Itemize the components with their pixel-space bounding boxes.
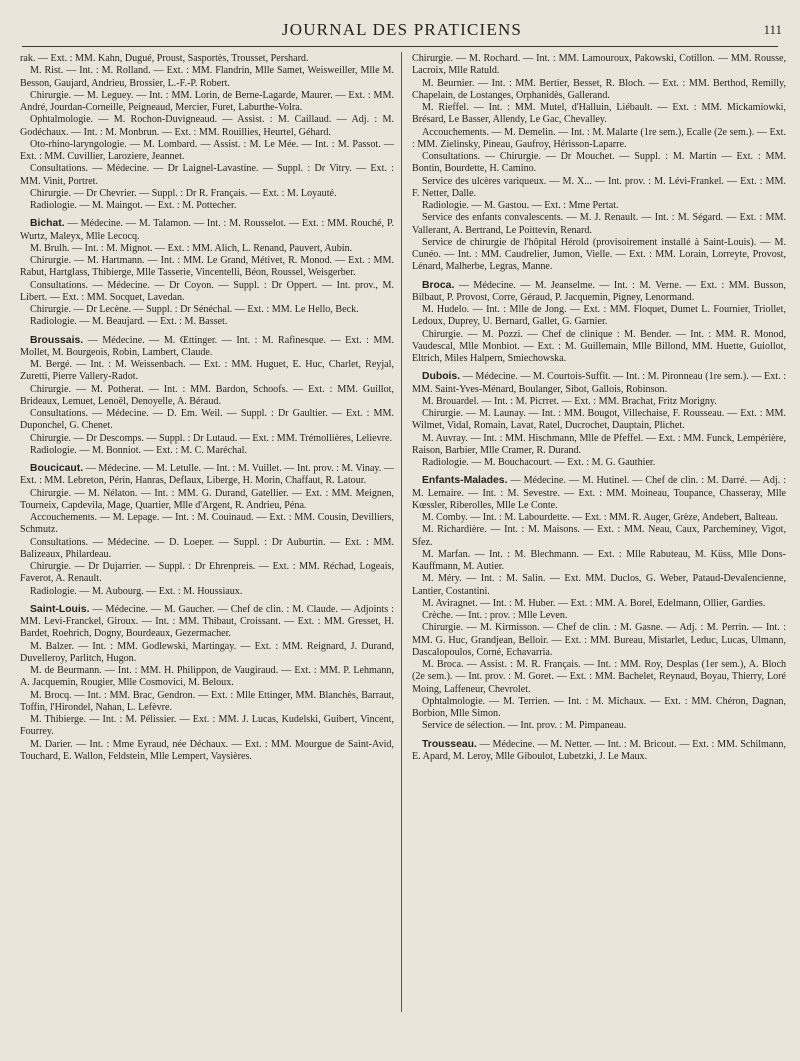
- entry-text: M. de Beurmann. — Int. : MM. H. Philippon, de Vaugiraud. — Ext. : MM. P. Lehmann, A. Jacquemin, Rougier, Mlle Cosmovici, M. Beloux.: [20, 665, 394, 689]
- staff-entry: [20, 604, 394, 641]
- entry-text: M. Rist. — Int. : M. Rolland. — Ext. : MM. Flandrin, Mlle Samet, Weisweiller, Mlle M. Besson, Gaujard, Andrieu, Brossier, L.-F.-P. Robert.: [20, 65, 394, 89]
- entry-text: — Médecine. — M. Gaucher. — Chef de clin. : M. Claude. — Adjoints : MM. Levi-Franckel, Giroux. — Int. : MM. Thibaut, Croissant. — Ext. : MM. Gresset, H. Bardet, Roehrich, Dogny, Bourdeaux, Gezermacher.: [20, 603, 394, 640]
- staff-entry: [20, 218, 394, 243]
- hospital-section: [20, 463, 394, 598]
- staff-entry: [20, 114, 394, 139]
- entry-text: — Médecine. — M. Œttinger. — Int. : M. Rafinesque. — Ext. : MM. Mollet, M. Bourgeois, Robin, Lambert, Claude.: [20, 334, 394, 358]
- entry-text: Service de sélection. — Int. prov. : M. Pimpaneau.: [422, 720, 627, 732]
- entry-text: M. Darier. — Int. : Mme Eyraud, née Déchaux. — Ext. : MM. Mourgue de Saint-Avid, Touchard, E. Wallon, Feldstein, Mlle Lempert, Vaysières.: [20, 738, 394, 762]
- entry-text: Service des ulcères variqueux. — M. X... — Int. prov. : M. Lévi-Frankel. — Ext. : MM. F. Netter, Dalle.: [412, 175, 786, 199]
- staff-entry: [20, 65, 394, 90]
- hospital-section: [412, 475, 786, 732]
- entry-text: Chirurgie. — M. Launay. — Int. : MM. Bougot, Villechaise, F. Rousseau. — Ext. : MM. Wilmet, Vidal, Romain, Lavat, Ratel, Ducrochet, Dauptain, Plichet.: [412, 408, 786, 432]
- staff-entry: [412, 610, 786, 622]
- hospital-name: Boucicaut.: [30, 463, 84, 474]
- staff-entry: [20, 384, 394, 409]
- entry-text: M. Brouardel. — Int. : M. Picrret. — Ext. : MM. Brachat, Fritz Morigny.: [422, 395, 717, 407]
- entry-text: Chirurgie. — M. Potherat. — Int. : MM. Bardon, Schoofs. — Ext. : MM. Guillot, Brideaux, Lemuet, Lenoël, Denoyelle, A. Béraud.: [20, 383, 394, 407]
- entry-text: Radiologie. — M. Bouchacourt. — Ext. : M. G. Gauthier.: [422, 457, 656, 468]
- staff-entry: [412, 304, 786, 329]
- entry-text: Radiologie. — M. Maingot. — Ext. : M. Pottecher.: [30, 200, 237, 211]
- entry-text: Service des enfants convalescents. — M. J. Renault. — Int. : M. Ségard. — Ext. : MM. Vallerant, A. Bertrand, Le Poittevin, Renard.: [412, 212, 786, 236]
- entry-text: M. Aviragnet. — Int. : M. Huber. — Ext. : MM. A. Borel, Edelmann, Ollier, Gardies.: [422, 597, 766, 609]
- entry-text: — Médecine. — M. Courtois-Suffit. — Int. : M. Pironneau (1re sem.). — Ext. : MM. Saint-Yves-Ménard, Boulanger, Sibot, Gallois, Robinson.: [412, 371, 786, 395]
- staff-entry: [20, 316, 394, 328]
- left-column: [20, 53, 394, 763]
- staff-entry: [412, 573, 786, 598]
- entry-text: Radiologie. — M. Bonniot. — Ext. : M. C. Maréchal.: [30, 444, 247, 456]
- staff-entry: [20, 641, 394, 666]
- staff-entry: [412, 549, 786, 574]
- entry-text: Oto-rhino-laryngologie. — M. Lombard. — Assist. : M. Le Mée. — Int. : M. Passot. — Ext. : MM. Cuvillier, Laroziere, Jeannet.: [20, 138, 394, 162]
- entry-text: Chirurgie. — Dr Dujarrier. — Suppl. : Dr Ehrenpreis. — Ext. : MM. Réchad, Logeais, Faverot, A. Renault.: [20, 561, 394, 585]
- entry-text: Ophtalmologie. — M. Terrien. — Int. : M. Michaux. — Ext. : MM. Chéron, Dagnan, Borbion, Mlle Simon.: [412, 695, 786, 719]
- staff-entry: [412, 433, 786, 458]
- entry-text: M. Beurnier. — Int. : MM. Bertier, Besset, R. Bloch. — Ext. : MM. Berthod, Remilly, Chapelain, de Lostanges, Orphanidès, Gallerand.: [412, 77, 786, 101]
- entry-text: M. Rieffel. — Int. : MM. Mutel, d'Halluin, Liébault. — Ext. : MM. Mickamiowki, Brésard, Le Basser, Allendy, Le Gac, Chevalley.: [412, 102, 786, 126]
- entry-text: Chirurgie. — M. Hartmann. — Int. : MM. Le Grand, Métivet, R. Monod. — Ext. : MM. Rabut, Hartglass, Thibierge, Mlle Tasserie, Vincentelli, Béon, Roussel, Weisgerber.: [20, 255, 394, 279]
- staff-entry: [20, 188, 394, 200]
- right-column: [412, 53, 786, 763]
- entry-text: M. Marfan. — Int. : M. Blechmann. — Ext. : Mlle Rabuteau, M. Küss, Mlle Dons-Kauffmann, M. Autier.: [412, 548, 786, 572]
- entry-text: Accouchements. — M. Lepage. — Int. : M. Couinaud. — Ext. : MM. Cousin, Devilliers, Schmutz.: [20, 512, 394, 536]
- entry-text: Chirurgie. — M. Kirmisson. — Chef de clin. : M. Gasne. — Adj. : M. Perrin. — Int. : MM. G. Huc, Grandjean, Belloir. — Ext. : MM. Bureau, Mistarlet, Leduc, Lucas, Ulmann, Dascalopoulos, Corné, Echavarria.: [412, 622, 786, 658]
- entry-text: Chirurgie. — M. Leguey. — Int. : MM. Lorin, de Berne-Lagarde, Maurer. — Ext. : MM. André, Jourdan-Corneille, Peigneaud, Mercier, Furet, Laburthe-Volra.: [20, 89, 394, 113]
- staff-entry: [20, 163, 394, 188]
- staff-entry: [412, 371, 786, 396]
- staff-entry: [412, 176, 786, 201]
- hospital-section: [412, 739, 786, 764]
- staff-entry: [20, 243, 394, 255]
- staff-entry: [20, 139, 394, 164]
- entry-text: Chirurgie. — M. Pozzi. — Chef de clinique : M. Bender. — Int. : MM. R. Monod, Vaudescal, Mlle Monbiot. — Ext. : M. Guillemain, Mlle Billond, MM. Huette, Guiollot, Eltrich, Miles Halpern, Smiechowska.: [412, 328, 786, 364]
- hospital-section: [20, 53, 394, 212]
- journal-title: JOURNAL DES PRATICIENS: [281, 20, 523, 39]
- staff-entry: [20, 463, 394, 488]
- staff-entry: [412, 151, 786, 176]
- entry-text: — Médecine. — M. Talamon. — Int. : M. Rousselot. — Ext. : MM. Rouché, P. Wurtz, Maleyx, Mlle Lecocq.: [20, 218, 394, 242]
- staff-entry: [412, 696, 786, 721]
- entry-text: rak. — Ext. : MM. Kahn, Dugué, Proust, Sasportès, Trousset, Pershard.: [20, 53, 309, 64]
- entry-text: M. Hudelo. — Int. : Mlle de Jong. — Ext. : MM. Floquet, Dumet L. Fournier, Triollet, Ledoux, Duprey, U. Bernard, Gallet, G. Garnier.: [412, 304, 786, 328]
- staff-entry: [412, 598, 786, 610]
- staff-entry: [412, 475, 786, 512]
- entry-text: M. Thibierge. — Int. : M. Pélissier. — Ext. : MM. J. Lucas, Kudelski, Guibert, Vincent, Fourrey.: [20, 714, 394, 738]
- staff-entry: [412, 739, 786, 764]
- staff-entry: [412, 622, 786, 659]
- staff-entry: [20, 53, 394, 65]
- staff-entry: [20, 304, 394, 316]
- entry-text: M. Auvray. — Int. : MM. Hischmann, Mlle de Pfeffel. — Ext. : MM. Funck, Lempérière, Raison, Barbier, Mlle Cramer, R. Durand.: [412, 432, 786, 456]
- header-rule: [22, 46, 778, 47]
- staff-entry: [20, 714, 394, 739]
- entry-text: Consultations. — Médecine. — Dr Coyon. — Suppl. : Dr Oppert. — Int. prov., M. Libert. — Ext. : MM. Socquet, Lavedan.: [20, 279, 394, 303]
- entry-text: Consultations. — Médecine. — D. Em. Weil. — Suppl. : Dr Gaultier. — Ext. : MM. Duponchel, G. Chenet.: [20, 408, 394, 432]
- entry-text: M. Richardière. — Int. : M. Maisons. — Ext. : MM. Neau, Caux, Parcheminey, Vigot, Sfez.: [412, 524, 786, 548]
- staff-entry: [412, 212, 786, 237]
- entry-text: M. Méry. — Int. : M. Salin. — Ext. MM. Duclos, G. Weber, Pataud-Devalencienne, Lantier, Costantini.: [412, 573, 786, 597]
- hospital-name: Bichat.: [30, 218, 65, 230]
- entry-text: Radiologie. — M. Aubourg. — Ext. : M. Houssiaux.: [30, 585, 243, 597]
- hospital-name: Enfants-Malades.: [422, 475, 508, 487]
- hospital-name: Broca.: [422, 279, 455, 291]
- hospital-name: Trousseau.: [422, 738, 477, 750]
- entry-text: Consultations. — Médecine. — Dr Laignel-Lavastine. — Suppl. : Dr Vitry. — Ext. : MM. Vinit, Portret.: [20, 163, 394, 187]
- staff-entry: [20, 512, 394, 537]
- entry-text: M. Brulh. — Int. : M. Mignot. — Ext. : MM. Alich, L. Renand, Pauvert, Aubin.: [30, 242, 353, 254]
- staff-entry: [20, 488, 394, 513]
- staff-entry: [412, 200, 786, 212]
- staff-entry: [412, 524, 786, 549]
- entry-text: M. Broca. — Assist. : M. R. Français. — Int. : MM. Roy, Desplas (1er sem.), A. Bloch (2e sem.). — Int. prov. : M. Goret. — Ext. : MM. Bachelet, Reynaud, Boyau, Thierry, Loré Moing, Laffeneur, Chevrolet.: [412, 659, 786, 695]
- entry-text: Chirurgie. — Dr Lecène. — Suppl. : Dr Sénéchal. — Ext. : MM. Le Hello, Beck.: [30, 304, 359, 315]
- staff-entry: [412, 659, 786, 696]
- staff-entry: [412, 720, 786, 732]
- staff-entry: [20, 739, 394, 764]
- staff-entry: [20, 445, 394, 457]
- staff-entry: [20, 359, 394, 384]
- entry-text: — Médecine. — M. Netter. — Int. : M. Bricout. — Ext. : MM. Schilmann, E. Apard, M. Leroy, Mlle Giboulot, Lubetzki, J. Le Maux.: [412, 738, 786, 762]
- entry-text: Chirurgie. — Dr Descomps. — Suppl. : Dr Lutaud. — Ext. : MM. Trémollières, Lelievre.: [30, 432, 393, 444]
- staff-entry: [20, 586, 394, 598]
- entry-text: M. Comby. — Int. : M. Labourdette. — Ext. : MM. R. Auger, Grèze, Andebert, Balteau.: [422, 512, 778, 523]
- staff-entry: [20, 200, 394, 212]
- staff-entry: [20, 690, 394, 715]
- staff-entry: [20, 665, 394, 690]
- staff-entry: [20, 255, 394, 280]
- staff-entry: [20, 408, 394, 433]
- hospital-section: [412, 371, 786, 469]
- entry-text: — Médecine. — M. Letulle. — Int. : M. Vuillet. — Int. prov. : M. Vinay. — Ext. : MM. Lebreton, Périn, Hanras, Deflaux, Liberge, H. Morin, Chaffaut, R. Latour.: [20, 463, 394, 487]
- entry-text: Radiologie. — M. Gastou. — Ext. : Mme Pertat.: [422, 200, 619, 211]
- staff-entry: [20, 537, 394, 562]
- hospital-section: [412, 280, 786, 366]
- staff-entry: [20, 335, 394, 360]
- hospital-name: Dubois.: [422, 371, 461, 383]
- staff-entry: [412, 457, 786, 469]
- entry-text: — Médecine. — M. Hutinel. — Chef de clin. : M. Darré. — Adj. : M. Lemaire. — Int. : M. Sevestre. — Ext. : MM. Moineau, Toupance, Chasseray, Mlle Kœssler, Riberolles, Mlle Le Conte.: [412, 475, 786, 511]
- staff-entry: [20, 433, 394, 445]
- staff-entry: [20, 90, 394, 115]
- staff-entry: [412, 280, 786, 305]
- hospital-name: Broussais.: [30, 334, 84, 346]
- hospital-section: [20, 335, 394, 458]
- staff-entry: [412, 53, 786, 78]
- hospital-section: [20, 604, 394, 763]
- entry-text: Consultations. — Chirurgie. — Dr Mouchet. — Suppl. : M. Martin — Ext. : MM. Bontin, Bourdette, H. Camino.: [412, 151, 786, 175]
- staff-entry: [412, 329, 786, 366]
- entry-text: M. Bergé. — Int. : M. Weissenbach. — Ext. : MM. Huguet, E. Huc, Charlet, Reyjal, Zuretti, Pierre Vallery-Radot.: [20, 359, 394, 383]
- staff-entry: [412, 237, 786, 274]
- hospital-section: [412, 53, 786, 274]
- entry-text: Chirurgie. — Dr Chevrier. — Suppl. : Dr R. Français. — Ext. : M. Loyauté.: [30, 187, 337, 199]
- staff-entry: [412, 78, 786, 103]
- entry-text: Ophtalmologie. — M. Rochon-Duvigneaud. — Assist. : M. Caillaud. — Adj. : M. Godéchaux. — Int. : M. Monbrun. — Ext. : MM. Rouillies, Heurtel, Géhard.: [20, 114, 394, 138]
- entry-text: M. Brocq. — Int. : MM. Brac, Gendron. — Ext. : Mlle Ettinger, MM. Blanchès, Barraut, Toffin, l'Hirondel, Nahan, L. Lefèvre.: [20, 689, 394, 713]
- entry-text: M. Balzer. — Int. : MM. Godlewski, Martingay. — Ext. : MM. Reignard, J. Durand, Duvelleroy, Parlitch, Hugon.: [20, 640, 394, 664]
- hospital-section: [20, 218, 394, 328]
- entry-text: Chirurgie. — M. Rochard. — Int. : MM. Lamouroux, Pakowski, Cotillon. — MM. Rousse, Lacroix, Mlle Ratuld.: [412, 53, 786, 77]
- staff-entry: [412, 396, 786, 408]
- staff-entry: [412, 102, 786, 127]
- page-number: 111: [763, 22, 782, 37]
- column-divider: [401, 52, 402, 1012]
- entry-text: Crèche. — Int. : prov. : Mlle Leven.: [422, 610, 568, 621]
- staff-entry: [412, 512, 786, 524]
- hospital-name: Saint-Louis.: [30, 603, 90, 615]
- page-header: [22, 20, 782, 46]
- entry-text: Accouchements. — M. Demelin. — Int. : M. Malarte (1re sem.), Ecalle (2e sem.). — Ext. : MM. Zielinsky, Pineau, Gaufroy, Hérisson-Laparre.: [412, 126, 786, 150]
- entry-text: — Médecine. — M. Jeanselme. — Int. : M. Verne. — Ext. : MM. Busson, Bilbaut, P. Provost, Corre, Géraud, P. Jacquemin, Pigney, Lenormand.: [412, 279, 786, 303]
- staff-entry: [20, 561, 394, 586]
- entry-text: Service de chirurgie de l'hôpital Hérold (provisoirement installé à Saint-Louis). — M. Cunéo. — Int. : MM. Caudrelier, Jumon, Vielle. — Ext. : MM. Lorain, Lorreyte, Provost, Lénard, Malherbe, Legras, Manne.: [412, 236, 786, 273]
- staff-entry: [412, 408, 786, 433]
- staff-entry: [20, 280, 394, 305]
- entry-text: Radiologie. — M. Beaujard. — Ext. : M. Basset.: [30, 316, 228, 328]
- staff-entry: [412, 127, 786, 152]
- entry-text: Chirurgie. — M. Nélaton. — Int. : MM. G. Durand, Gatellier. — Ext. : MM. Meignen, Tourneix, Capdevila, Mage, Quartier, Mlle d'Argent, R. Andrieu, Péna.: [20, 487, 394, 511]
- entry-text: Consultations. — Médecine. — D. Loeper. — Suppl. : Dr Auburtin. — Ext. : MM. Balizeaux, Philardeau.: [20, 536, 394, 560]
